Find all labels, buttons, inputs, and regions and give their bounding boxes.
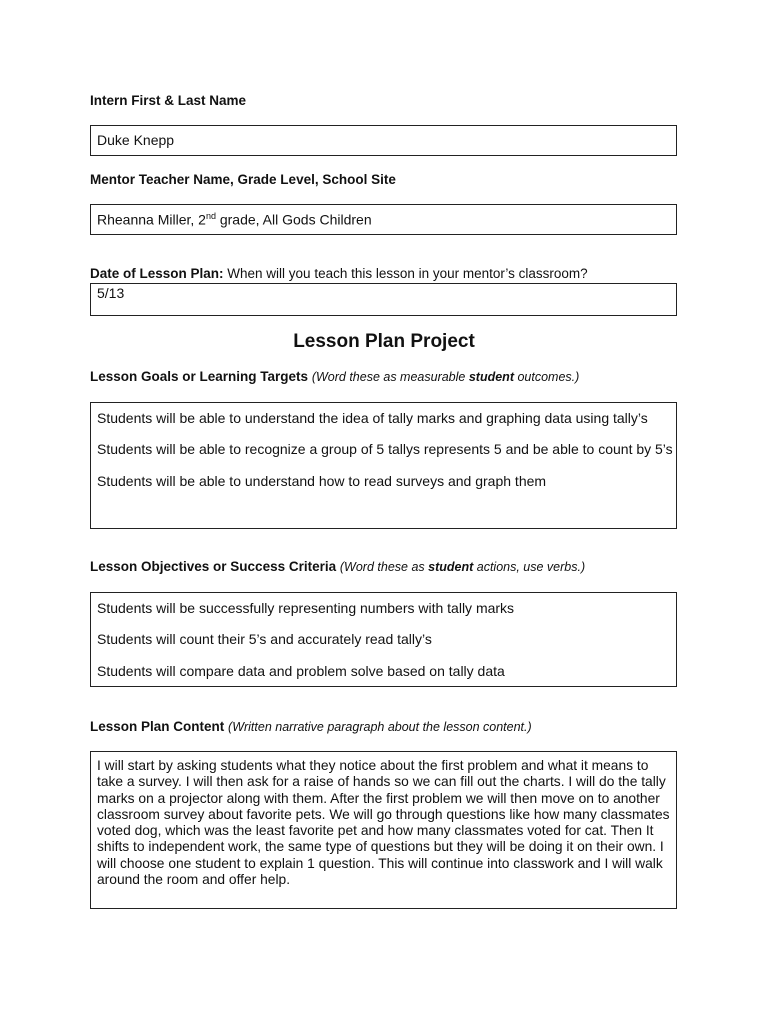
mentor-value-suffix: grade, All Gods Children (215, 211, 372, 228)
goals-label-row (90, 369, 579, 384)
mentor-label: Mentor Teacher Name, Grade Level, School Site (90, 172, 396, 187)
objective-item: Students will be successfully representing numbers with tally marks (97, 600, 515, 616)
content-line: voted dog, which was the least favorite pet and how many classmates voted for cat. Then It (97, 823, 654, 839)
content-line: around the room and offer help. (97, 872, 291, 888)
content-line: classroom survey about favorite pets. We will go through questions like how many classmates (97, 806, 670, 822)
intern-label: Intern First & Last Name (90, 93, 247, 108)
content-line: marks on a projector along with them. After the first problem we will then move on to another (97, 790, 660, 806)
date-value: 5/13 (97, 285, 125, 301)
date-question: When will you teach this lesson in your mentor’s classroom? (223, 266, 588, 281)
page-title: Lesson Plan Project (293, 331, 475, 352)
content-label: Lesson Plan Content (90, 719, 225, 734)
content-label-row (90, 719, 532, 734)
intern-name-field[interactable] (90, 125, 677, 156)
goal-item: Students will be able to understand how to read surveys and graph them (97, 473, 547, 489)
goal-item: Students will be able to recognize a group of 5 tallys represents 5 and be able to count by 5’s (97, 441, 673, 457)
date-field[interactable] (90, 283, 677, 316)
content-line: I will start by asking students what they notice about the first problem and what it means to (97, 758, 649, 773)
mentor-value-prefix: Rheanna Miller, 2 (97, 211, 206, 228)
content-hint: (Written narrative paragraph about the lesson content.) (228, 720, 532, 734)
objective-item: Students will count their 5’s and accurately read tally’s (97, 631, 432, 647)
date-label: Date of Lesson Plan: (90, 266, 224, 281)
content-line: will choose one student to explain 1 question. This will continue into classwork and I will walk (97, 855, 663, 871)
objective-item: Students will compare data and problem solve based on tally data (97, 663, 505, 679)
objectives-label-row (90, 559, 585, 574)
mentor-field[interactable] (90, 204, 677, 235)
objectives-label: Lesson Objectives or Success Criteria (90, 559, 337, 574)
goals-box[interactable] (90, 402, 677, 529)
content-line: take a survey. I will then ask for a raise of hands so we can fill out the charts. I will do the tally (97, 774, 666, 790)
content-line: shifts to independent work, the same type of questions but they will be doing it on their own. I (97, 839, 664, 855)
date-label-row (90, 266, 588, 281)
goals-hint: (Word these as measurable student outcomes.) (311, 370, 580, 384)
intern-name-value: Duke Knepp (97, 132, 175, 148)
goals-label: Lesson Goals or Learning Targets (90, 369, 309, 384)
content-box[interactable] (90, 751, 677, 909)
mentor-value-sup: nd (205, 211, 216, 221)
objectives-hint: (Word these as student actions, use verbs.) (339, 560, 586, 574)
objectives-box[interactable] (90, 592, 677, 687)
goal-item: Students will be able to understand the idea of tally marks and graphing data using tally’s (97, 410, 648, 426)
